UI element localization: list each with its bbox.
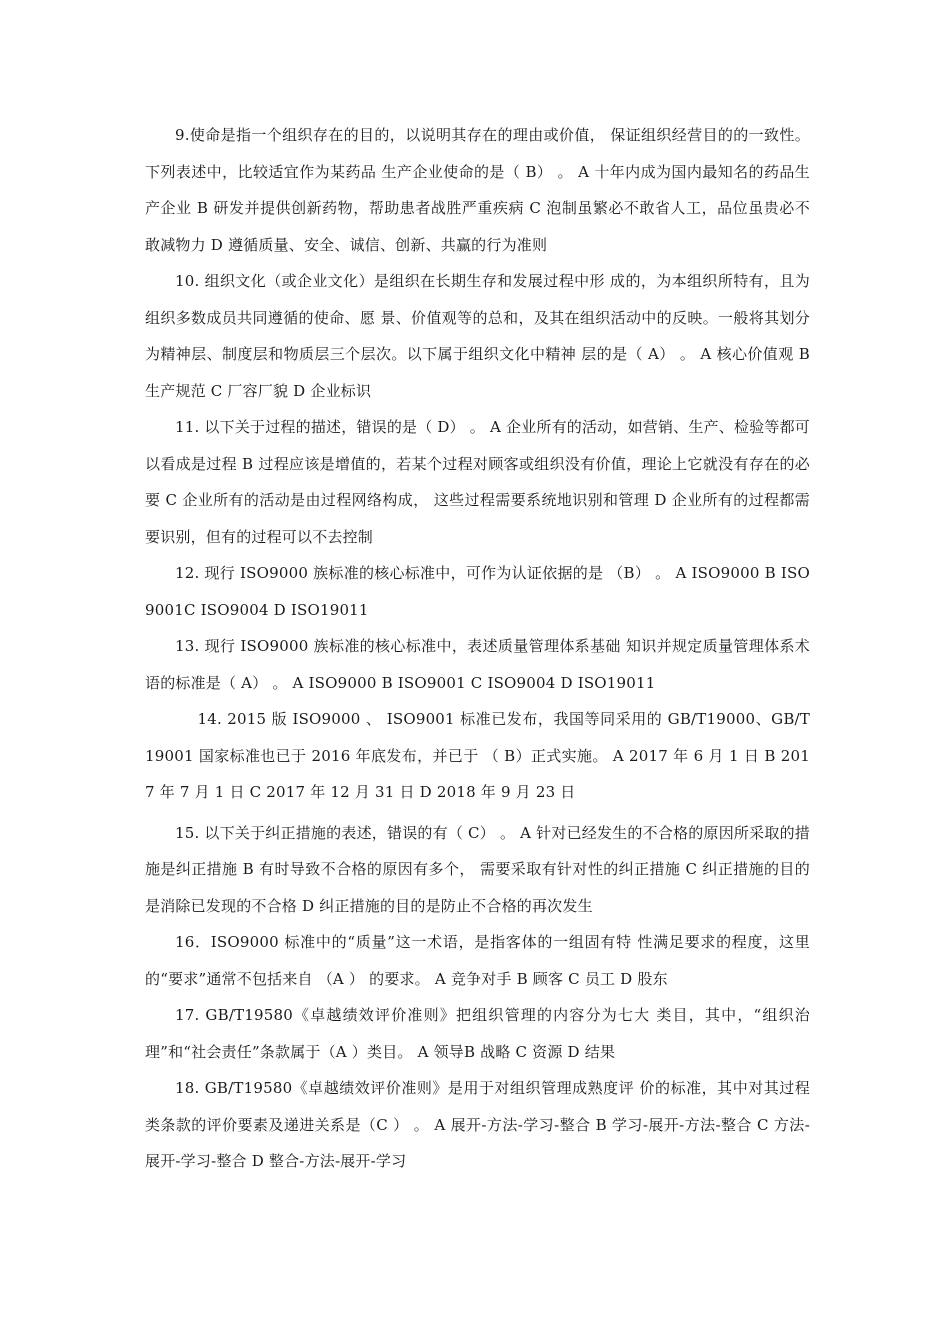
question-10: 10. 组织文化（或企业文化）是组织在长期生存和发展过程中形 成的，为本组织所特有，且为组织多数成员共同遵循的使命、愿 景、价值观等的总和，及其在组织活动中的反映。一般将其划分 为精神层、制度层和物质层三个层次。以下属于组织文化中精神 层的是（ A） 。 A 核心价值观 B 生产规范 C 厂容厂貌 D 企业标识: [145, 272, 810, 400]
question-13: 13. 现行 ISO9000 族标准的核心标准中，表述质量管理体系基础 知识并规定质量管理体系术语的标准是（ A） 。 A ISO9000 B ISO9001 C ISO9004 D ISO19011: [145, 637, 810, 692]
question-17: 17. GB/T19580《卓越绩效评价准则》把组织管理的内容分为七大 类目，其中，“组织治理”和“社会责任”条款属于（A ）类目。 A 领导B 战略 C 资源 D 结果: [145, 1006, 810, 1061]
question-12: 12. 现行 ISO9000 族标准的核心标准中，可作为认证依据的是 （B） 。 A ISO9000 B ISO9001C ISO9004 D ISO19011: [145, 564, 810, 619]
document-body: [145, 117, 810, 1180]
question-16: 16．ISO9000 标准中的“质量”这一术语，是指客体的一组固有特 性满足要求的程度，这里的“要求”通常不包括来自 （A ） 的要求。 A 竞争对手 B 顾客 C 员工 D 股东: [145, 933, 810, 988]
question-15: 15. 以下关于纠正措施的表述，错误的有（ C） 。 A 针对已经发生的不合格的原因所采取的措施是纠正措施 B 有时导致不合格的原因有多个， 需要采取有针对性的纠正措施 C 纠正措施的目的是消除已发现的不合格 D 纠正措施的目的是防止不合格的再次发生: [145, 823, 810, 915]
question-11: 11. 以下关于过程的描述，错误的是（ D） 。 A 企业所有的活动，如营销、生产、检验等都可以看成是过程 B 过程应该是增值的，若某个过程对顾客或组织没有价值，理论上它就没有存在的必要 C 企业所有的活动是由过程网络构成， 这些过程需要系统地识别和管理 D 企业所有的过程都需要识别，但有的过程可以不去控制: [145, 418, 810, 546]
question-18: 18. GB/T19580《卓越绩效评价准则》是用于对组织管理成熟度评 价的标准，其中对其过程类条款的评价要素及递进关系是（C ） 。 A 展开-方法-学习-整合 B 学习-展开-方法-整合 C 方法-展开-学习-整合 D 整合-方法-展开-学习: [145, 1079, 810, 1170]
question-14: 14. 2015 版 ISO9000 、 ISO9001 标准已发布，我国等同采用的 GB/T19000、GB/T19001 国家标准也已于 2016 年底发布，并已于 （ B）正式实施。 A 2017 年 6 月 1 日 B 2017 年 7 月 1 日 C 2017 年 12 月 31 日 D 2018 年 9 月 23 日: [145, 710, 810, 801]
question-9: 9.使命是指一个组织存在的目的，以说明其存在的理由或价值， 保证组织经营目的的一致性。下列表述中，比较适宜作为某药品 生产企业使命的是（ B） 。 A 十年内成为国内最知名的药品生产企业 B 研发并提供创新药物，帮助患者战胜严重疾病 C 泡制虽繁必不敢省人工，品位虽贵必不敢减物力 D 遵循质量、安全、诚信、创新、共赢的行为准则: [145, 126, 810, 254]
